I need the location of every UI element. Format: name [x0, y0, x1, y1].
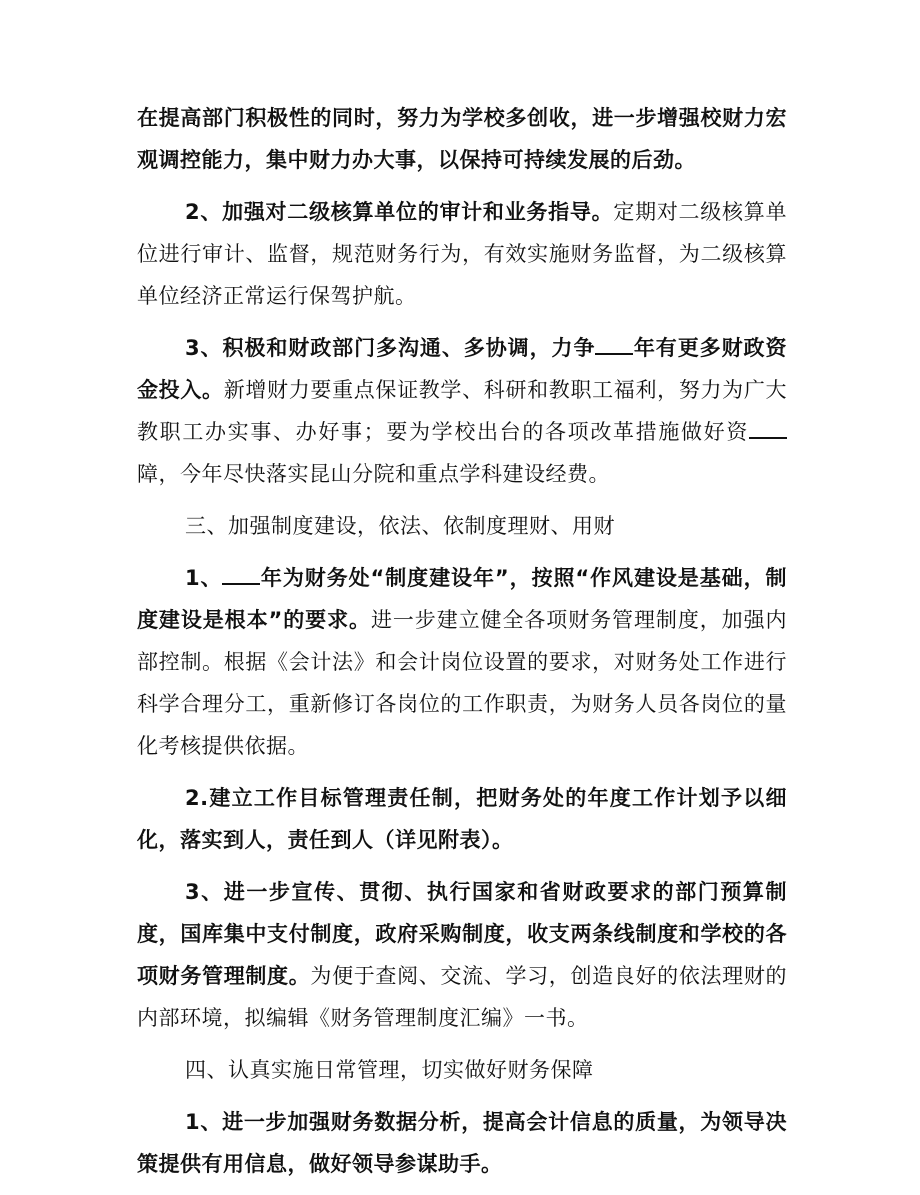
document-body: [137, 97, 787, 1195]
section-heading-4: 四、认真实施日常管理，切实做好财务保障: [185, 1058, 594, 1082]
paragraph-2-bold-text: 2、加强对二级核算单位的审计和业务指导。: [185, 200, 614, 224]
paragraph-1-bold-text: 在提高部门积极性的同时，努力为学校多创收，进一步增强校财力宏观调控能力，集中财力办大事，以保持可持续发展的后劲。: [137, 106, 787, 172]
paragraph-3-bold-text-a: 3、积极和财政部门多沟通、多协调，力争: [185, 336, 596, 360]
paragraph-3-normal-text-b: 障，今年尽快落实昆山分院和重点学科建设经费。: [137, 462, 610, 486]
paragraph-2: [137, 191, 787, 317]
paragraph-1: [137, 97, 787, 181]
paragraph-6: [137, 871, 787, 1039]
paragraph-3-bold-text-b: 年有更多财政资金投入。: [137, 336, 787, 402]
paragraph-7: [137, 1101, 787, 1185]
paragraph-3: [137, 327, 787, 495]
blank-line: [595, 335, 633, 355]
paragraph-2-normal-text: 定期对二级核算单位进行审计、监督，规范财务行为，有效实施财务监督，为二级核算单位经济正常运行保驾护航。: [137, 200, 787, 308]
paragraph-4-bold-text-a: 1、: [185, 566, 223, 590]
paragraph-5: [137, 777, 787, 861]
paragraph-4-bold-text-b: 年为财务处“制度建设年”，按照“作风建设是基础，制度建设是根本”的要求。: [137, 566, 787, 632]
paragraph-4-normal-text: 进一步建立健全各项财务管理制度，加强内部控制。根据《会计法》和会计岗位设置的要求，对财务处工作进行科学合理分工，重新修订各岗位的工作职责，为财务人员各岗位的量化考核提供依据。: [137, 608, 788, 758]
blank-line: [222, 565, 260, 585]
paragraph-3-normal-text-a: 新增财力要重点保证教学、科研和教职工福利，努力为广大教职工办实事、办好事；要为学校出台的各项改革措施做好资: [137, 378, 788, 444]
paragraph-6-bold-text: 3、进一步宣传、贯彻、执行国家和省财政要求的部门预算制度，国库集中支付制度，政府采购制度，收支两条线制度和学校的各项财务管理制度。: [137, 880, 787, 988]
paragraph-6-normal-text: 为便于查阅、交流、学习，创造良好的依法理财的内部环境，拟编辑《财务管理制度汇编》一书。: [137, 964, 788, 1030]
paragraph-5-bold-text: 2.建立工作目标管理责任制，把财务处的年度工作计划予以细化，落实到人，责任到人（详见附表）。: [137, 786, 787, 852]
paragraph-7-bold-text: 1、进一步加强财务数据分析，提高会计信息的质量，为领导决策提供有用信息，做好领导参谋助手。: [137, 1110, 787, 1176]
paragraph-4: [137, 557, 787, 767]
section-heading-3: 三、加强制度建设，依法、依制度理财、用财: [185, 514, 615, 538]
blank-line: [749, 419, 787, 439]
